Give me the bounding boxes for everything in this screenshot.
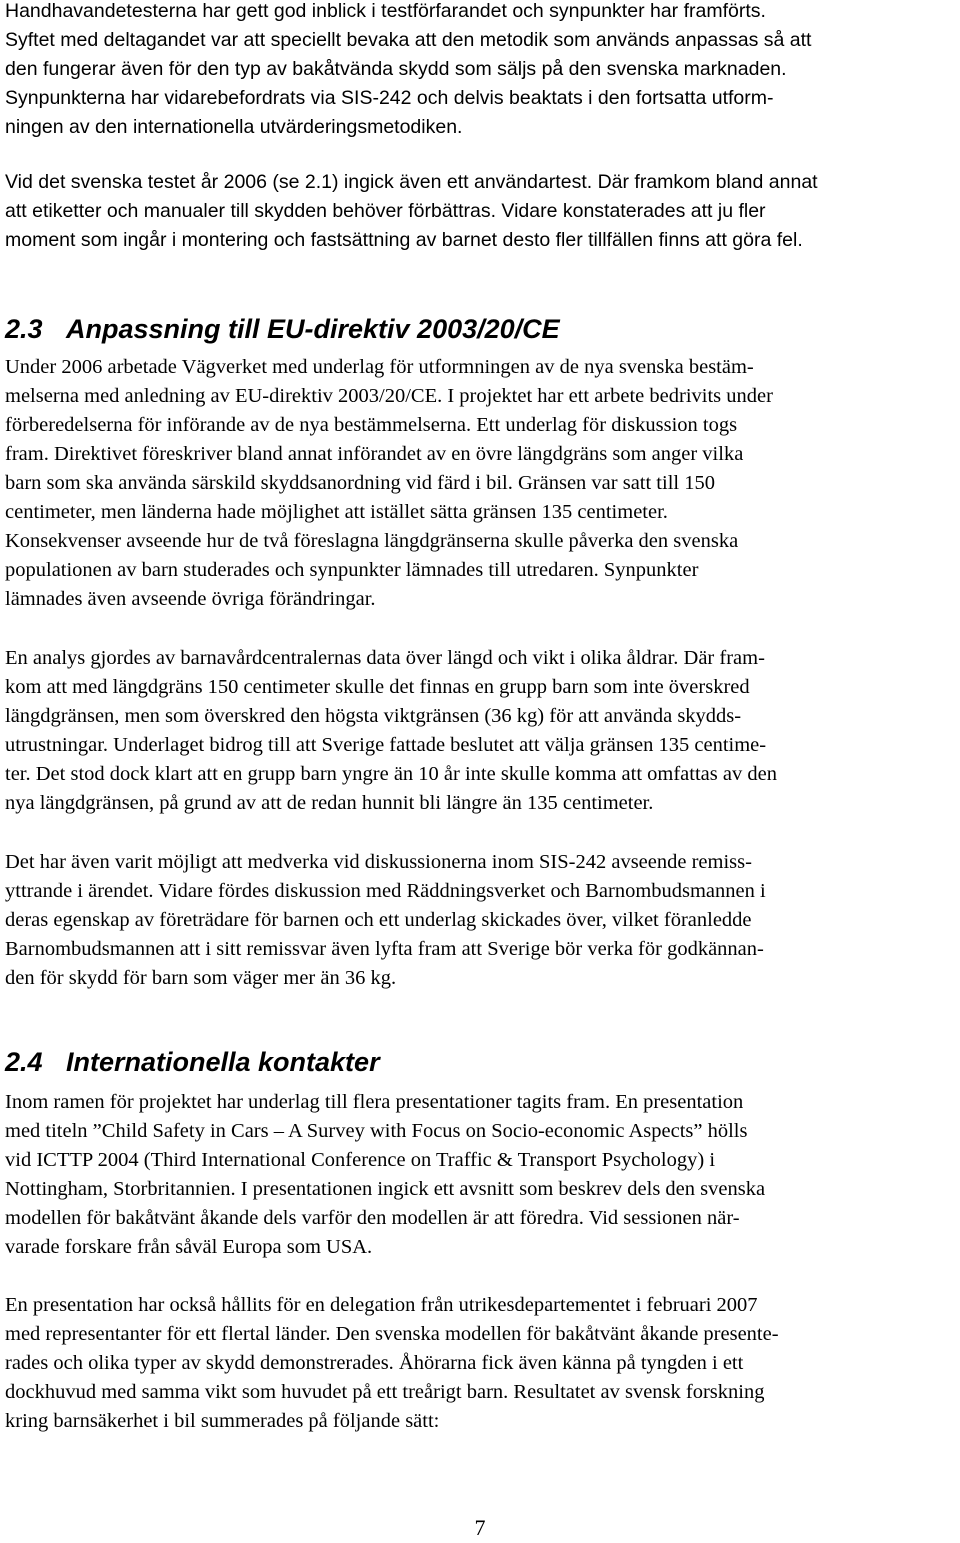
paragraph-handhavandetester: Handhavandetesterna har gett god inblick i testförfarandet och synpunkter har framförts. Syftet med deltagandet var att speciellt bevaka att den metodik som används anpassas så att den fungerar även för den typ av bakåtvända skydd som säljs på den svenska marknaden. Synpunkterna har vidarebefordrats via SIS-242 och delvis beaktats i den fortsatta utform- ningen av den internationella utvärderingsmetodiken.	[5, 0, 812, 138]
section-title: Anpassning till EU-direktiv 2003/20/CE	[66, 314, 560, 344]
paragraph-presentationer: Inom ramen för projektet har underlag till flera presentationer tagits fram. En presentation med titeln ”Child Safety in Cars – A Survey with Focus on Socio-economic Aspects” hölls vid ICTTP 2004 (Third International Conference on Traffic & Transport Psychology) i Nottingham, Storbritannien. I presentationen ingick ett avsnitt som beskrev dels den svenska modellen för bakåtvänt åkande dels varför den modellen är att föredra. Vid sessionen när- varade forskare från såväl Europa som USA.	[5, 1091, 766, 1258]
section-heading-2-4	[5, 1045, 380, 1079]
section-heading-2-3	[5, 312, 560, 346]
section-title: Internationella kontakter	[66, 1047, 380, 1077]
section-number: 2.4	[5, 1047, 43, 1077]
section-number: 2.3	[5, 314, 43, 344]
paragraph-sis-242-remiss: Det har även varit möjligt att medverka vid diskussionerna inom SIS-242 avseende remiss- yttrande i ärendet. Vidare fördes diskussion med Räddningsverket och Barnombudsmannen i deras egenskap av företrädare för barnen och ett underlag skickades över, vilket föranledde Barnombudsmannen att i sitt remissvar även lyfta fram att Sverige bör verka för godkännan- den för skydd för barn som väger mer än 36 kg.	[5, 851, 766, 989]
paragraph-utrikesdepartementet: En presentation har också hållits för en delegation från utrikesdepartementet i februari 2007 med representanter för ett flertal länder. Den svenska modellen för bakåtvänt åkande presente- rades och olika typer av skydd demonstrerades. Åhörarna fick även känna på tyngden i ett dockhuvud med samma vikt som huvudet på ett treårigt barn. Resultatet av svensk forskning kring barnsäkerhet i bil summerades på följande sätt:	[5, 1294, 779, 1432]
paragraph-analys-bvc: En analys gjordes av barnavårdcentralernas data över längd och vikt i olika åldrar. Där fram- kom att med längdgräns 150 centimeter skulle det finnas en grupp barn som inte överskred längdgränsen, men som överskred den högsta viktgränsen (36 kg) för att använda skydds- utrustningar. Underlaget bidrog till att Sverige fattade beslutet att välja gränsen 135 centime- ter. Det stod dock klart att en grupp barn yngre än 10 år inte skulle komma att omfattas av den nya längdgränsen, på grund av att de redan hunnit bli längre än 135 centimeter.	[5, 647, 777, 814]
paragraph-svenska-testet: Vid det svenska testet år 2006 (se 2.1) ingick även ett användartest. Där framkom bland annat att etiketter och manualer till skydden behöver förbättras. Vidare konstaterades att ju fler moment som ingår i montering och fastsättning av barnet desto fler tillfällen finns att göra fel.	[5, 171, 818, 251]
paragraph-eu-direktiv: Under 2006 arbetade Vägverket med underlag för utformningen av de nya svenska bestäm- melserna med anledning av EU-direktiv 2003/20/CE. I projektet har ett arbete bedrivits under förberedelserna för införande av de nya bestämmelserna. Ett underlag för diskussion togs fram. Direktivet föreskriver bland annat införandet av en övre längdgräns som anger vilka barn som ska använda särskild skyddsanordning vid färd i bil. Gränsen var satt till 150 centimeter, men länderna hade möjlighet att istället sätta gränsen 135 centimeter. Konsekvenser avseende hur de två föreslagna längdgränserna skulle påverka den svenska populationen av barn studerades och synpunkter lämnades till utredaren. Synpunkter lämnades även avseende övriga förändringar.	[5, 356, 773, 610]
page-number: 7	[474, 1515, 486, 1540]
